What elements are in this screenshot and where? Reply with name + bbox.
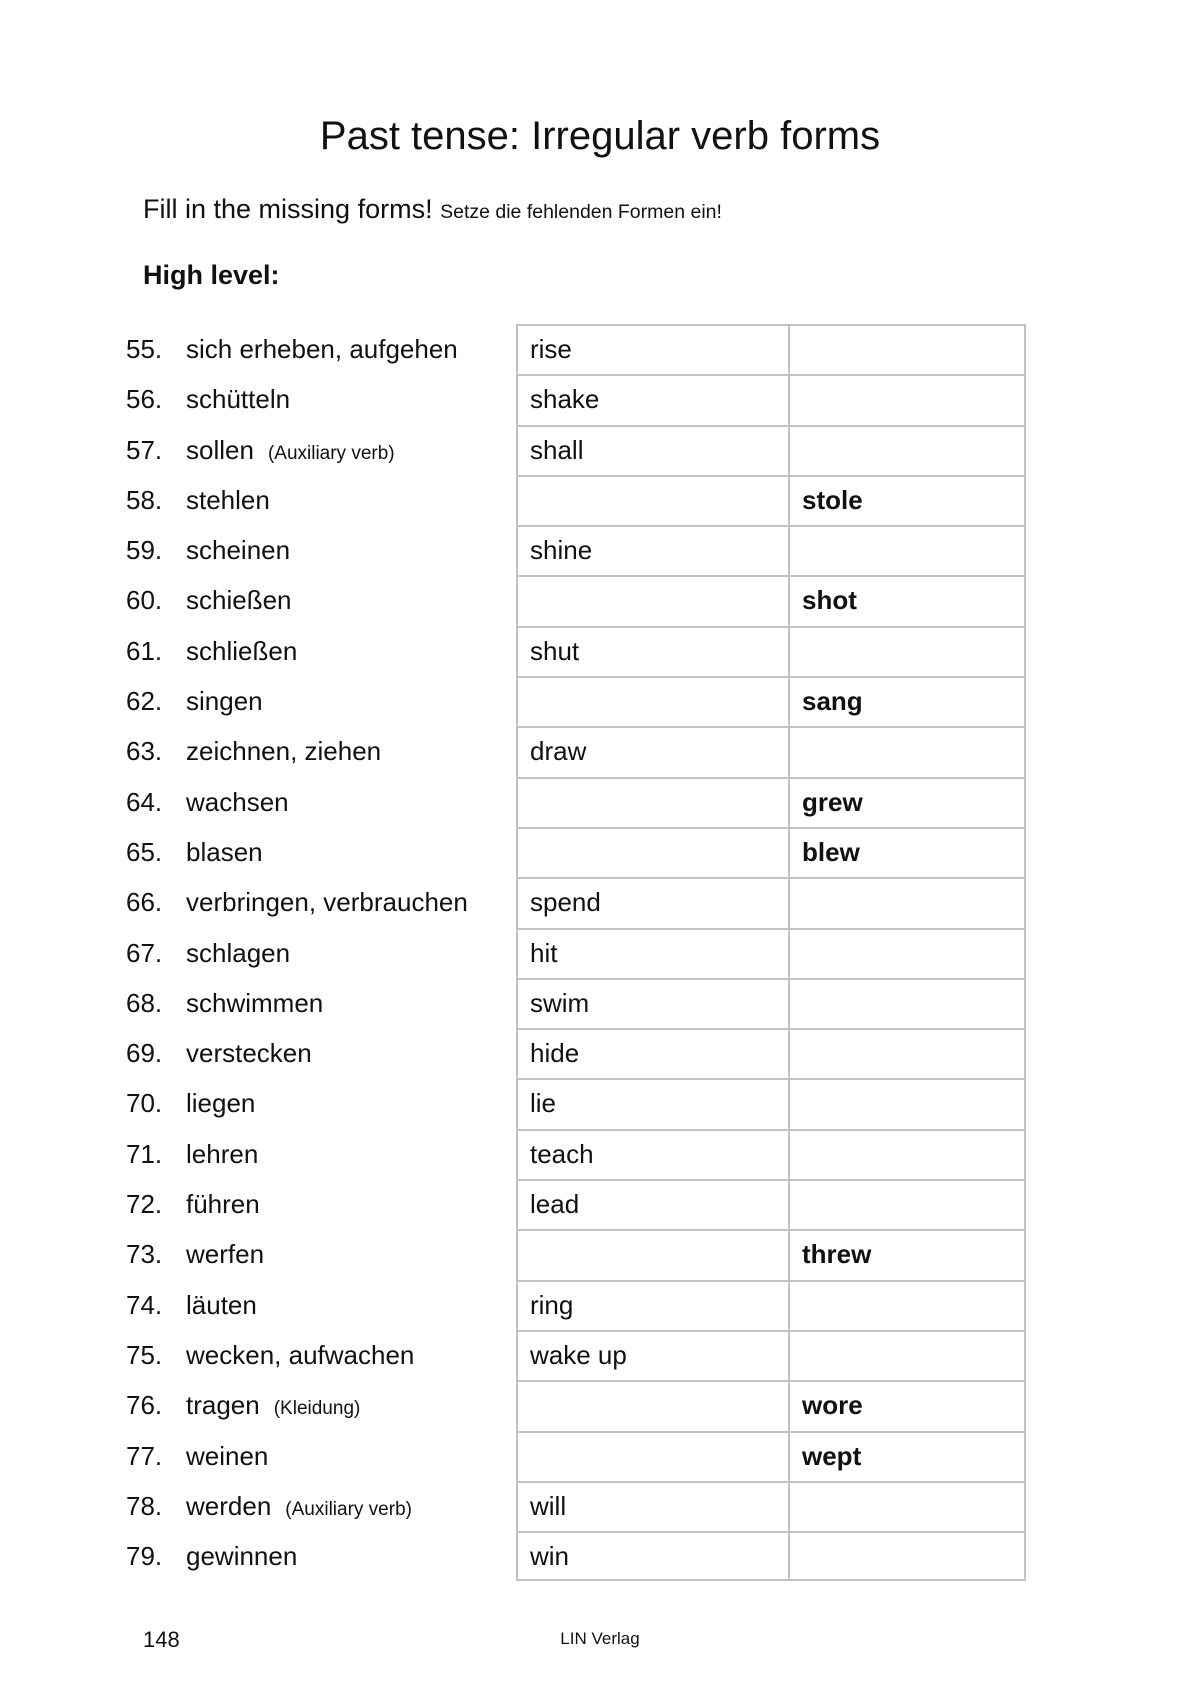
past-form-cell[interactable]: blew xyxy=(788,827,1026,877)
table-row xyxy=(0,626,1200,676)
past-form-cell[interactable] xyxy=(788,324,1026,374)
base-form-cell[interactable]: lie xyxy=(516,1078,788,1128)
row-number: 75. xyxy=(126,1339,163,1370)
row-number: 76. xyxy=(126,1390,163,1421)
row-number: 79. xyxy=(126,1541,163,1572)
german-verb: schwimmen xyxy=(186,987,324,1018)
level-label: High level: xyxy=(143,260,280,290)
table-row xyxy=(0,1531,1200,1581)
row-number: 65. xyxy=(126,836,163,867)
row-number: 66. xyxy=(126,887,163,918)
german-verb: sollen (Auxiliary verb) xyxy=(186,434,395,465)
past-form-cell[interactable] xyxy=(788,425,1026,475)
table-row xyxy=(0,525,1200,575)
table-row xyxy=(0,777,1200,827)
german-verb: läuten xyxy=(186,1289,257,1320)
german-verb: schütteln xyxy=(186,384,291,415)
past-form-cell[interactable] xyxy=(788,626,1026,676)
german-verb: gewinnen xyxy=(186,1541,298,1572)
row-number: 78. xyxy=(126,1490,163,1521)
row-number: 72. xyxy=(126,1189,163,1220)
german-verb: wachsen xyxy=(186,786,289,817)
row-number: 71. xyxy=(126,1138,163,1169)
row-number: 56. xyxy=(126,384,163,415)
row-number: 61. xyxy=(126,635,163,666)
base-form-cell[interactable] xyxy=(516,575,788,625)
row-number: 73. xyxy=(126,1239,163,1270)
past-form-cell[interactable] xyxy=(788,726,1026,776)
page-title: Past tense: Irregular verb forms xyxy=(319,114,881,158)
base-form-cell[interactable]: swim xyxy=(516,978,788,1028)
row-number: 77. xyxy=(126,1440,163,1471)
past-form-cell[interactable] xyxy=(788,1531,1026,1581)
german-verb: weinen xyxy=(186,1440,269,1471)
past-form-cell[interactable]: stole xyxy=(788,475,1026,525)
table-row xyxy=(0,1129,1200,1179)
base-form-cell[interactable] xyxy=(516,827,788,877)
german-verb: stehlen xyxy=(186,484,270,515)
past-form-cell[interactable] xyxy=(788,928,1026,978)
row-number: 55. xyxy=(126,334,163,364)
table-row xyxy=(0,877,1200,927)
table-row xyxy=(0,1229,1200,1279)
base-form-cell[interactable]: rise xyxy=(516,324,788,374)
german-verb: werfen xyxy=(186,1239,265,1270)
past-form-cell[interactable] xyxy=(788,1330,1026,1380)
base-form-cell[interactable] xyxy=(516,475,788,525)
german-verb: zeichnen, ziehen xyxy=(186,736,382,767)
german-verb: lehren xyxy=(186,1138,259,1169)
past-form-cell[interactable] xyxy=(788,525,1026,575)
row-number: 60. xyxy=(126,585,163,616)
verb-note: (Auxiliary verb) xyxy=(285,1498,412,1520)
base-form-cell[interactable]: win xyxy=(516,1531,788,1581)
table-row xyxy=(0,1481,1200,1531)
german-verb: singen xyxy=(186,686,263,717)
table-row xyxy=(0,425,1200,475)
german-verb: scheinen xyxy=(186,535,291,566)
row-number: 59. xyxy=(126,535,163,566)
past-form-cell[interactable] xyxy=(788,1280,1026,1330)
past-form-cell[interactable] xyxy=(788,1129,1026,1179)
past-form-cell[interactable]: wore xyxy=(788,1380,1026,1430)
german-verb: schießen xyxy=(186,585,292,616)
past-form-cell[interactable] xyxy=(788,1028,1026,1078)
row-number: 57. xyxy=(126,434,163,465)
german-verb: werden (Auxiliary verb) xyxy=(186,1490,412,1521)
verb-note: (Kleidung) xyxy=(273,1398,361,1420)
past-form-cell[interactable]: sang xyxy=(788,676,1026,726)
german-verb: liegen xyxy=(186,1088,256,1119)
past-form-cell[interactable] xyxy=(788,978,1026,1028)
german-verb: wecken, aufwachen xyxy=(186,1339,415,1370)
row-number: 70. xyxy=(126,1088,163,1119)
past-form-cell[interactable] xyxy=(788,1078,1026,1128)
instruction xyxy=(143,192,722,229)
table-row xyxy=(0,827,1200,877)
base-form-cell[interactable]: shine xyxy=(516,525,788,575)
publisher-name: LIN Verlag xyxy=(560,1629,640,1648)
base-form-cell[interactable] xyxy=(516,1380,788,1430)
base-form-cell[interactable]: ring xyxy=(516,1280,788,1330)
table-row xyxy=(0,374,1200,424)
base-form-cell[interactable]: teach xyxy=(516,1129,788,1179)
row-number: 68. xyxy=(126,987,163,1018)
base-form-cell[interactable]: draw xyxy=(516,726,788,776)
table-row xyxy=(0,1179,1200,1229)
base-form-cell[interactable]: spend xyxy=(516,877,788,927)
verb-table xyxy=(0,324,1200,1581)
base-form-cell[interactable]: hit xyxy=(516,928,788,978)
row-number: 64. xyxy=(126,786,163,817)
past-form-cell[interactable] xyxy=(788,1179,1026,1229)
german-verb: blasen xyxy=(186,836,263,867)
table-row xyxy=(0,1280,1200,1330)
base-form-cell[interactable]: wake up xyxy=(516,1330,788,1380)
past-form-cell[interactable] xyxy=(788,877,1026,927)
instruction-english: Fill in the missing forms! xyxy=(143,194,433,224)
table-row xyxy=(0,1431,1200,1481)
base-form-cell[interactable] xyxy=(516,1431,788,1481)
page-number: 148 xyxy=(143,1627,180,1652)
base-form-cell[interactable]: shut xyxy=(516,626,788,676)
row-number: 69. xyxy=(126,1038,163,1069)
base-form-cell[interactable]: shake xyxy=(516,374,788,424)
row-number: 58. xyxy=(126,484,163,515)
german-verb: sich erheben, aufgehen xyxy=(186,334,458,364)
table-row xyxy=(0,575,1200,625)
base-form-cell[interactable]: will xyxy=(516,1481,788,1531)
base-form-cell[interactable]: lead xyxy=(516,1179,788,1229)
table-row xyxy=(0,324,1200,374)
verb-note: (Auxiliary verb) xyxy=(267,442,395,464)
base-form-cell[interactable] xyxy=(516,676,788,726)
row-number: 74. xyxy=(126,1289,163,1320)
table-row xyxy=(0,1078,1200,1128)
past-form-cell[interactable]: grew xyxy=(788,777,1026,827)
table-row xyxy=(0,475,1200,525)
row-number: 67. xyxy=(126,937,163,968)
table-row xyxy=(0,726,1200,776)
german-verb: schlagen xyxy=(186,937,291,968)
past-form-cell[interactable] xyxy=(788,1481,1026,1531)
past-form-cell[interactable]: shot xyxy=(788,575,1026,625)
base-form-cell[interactable] xyxy=(516,1229,788,1279)
german-verb: tragen (Kleidung) xyxy=(186,1390,361,1421)
german-verb: schließen xyxy=(186,635,298,666)
table-row xyxy=(0,978,1200,1028)
table-row xyxy=(0,1380,1200,1430)
table-row xyxy=(0,1028,1200,1078)
row-number: 62. xyxy=(126,686,163,717)
german-verb: verstecken xyxy=(186,1038,312,1069)
german-verb: verbringen, verbrauchen xyxy=(186,887,468,918)
german-verb: führen xyxy=(186,1189,260,1220)
base-form-cell[interactable]: shall xyxy=(516,425,788,475)
past-form-cell[interactable] xyxy=(788,374,1026,424)
row-number: 63. xyxy=(126,736,163,767)
base-form-cell[interactable]: hide xyxy=(516,1028,788,1078)
table-row xyxy=(0,676,1200,726)
instruction-german: Setze die fehlenden Formen ein! xyxy=(440,201,722,223)
table-row xyxy=(0,1330,1200,1380)
past-form-cell[interactable]: wept xyxy=(788,1431,1026,1481)
table-row xyxy=(0,928,1200,978)
past-form-cell[interactable]: threw xyxy=(788,1229,1026,1279)
base-form-cell[interactable] xyxy=(516,777,788,827)
